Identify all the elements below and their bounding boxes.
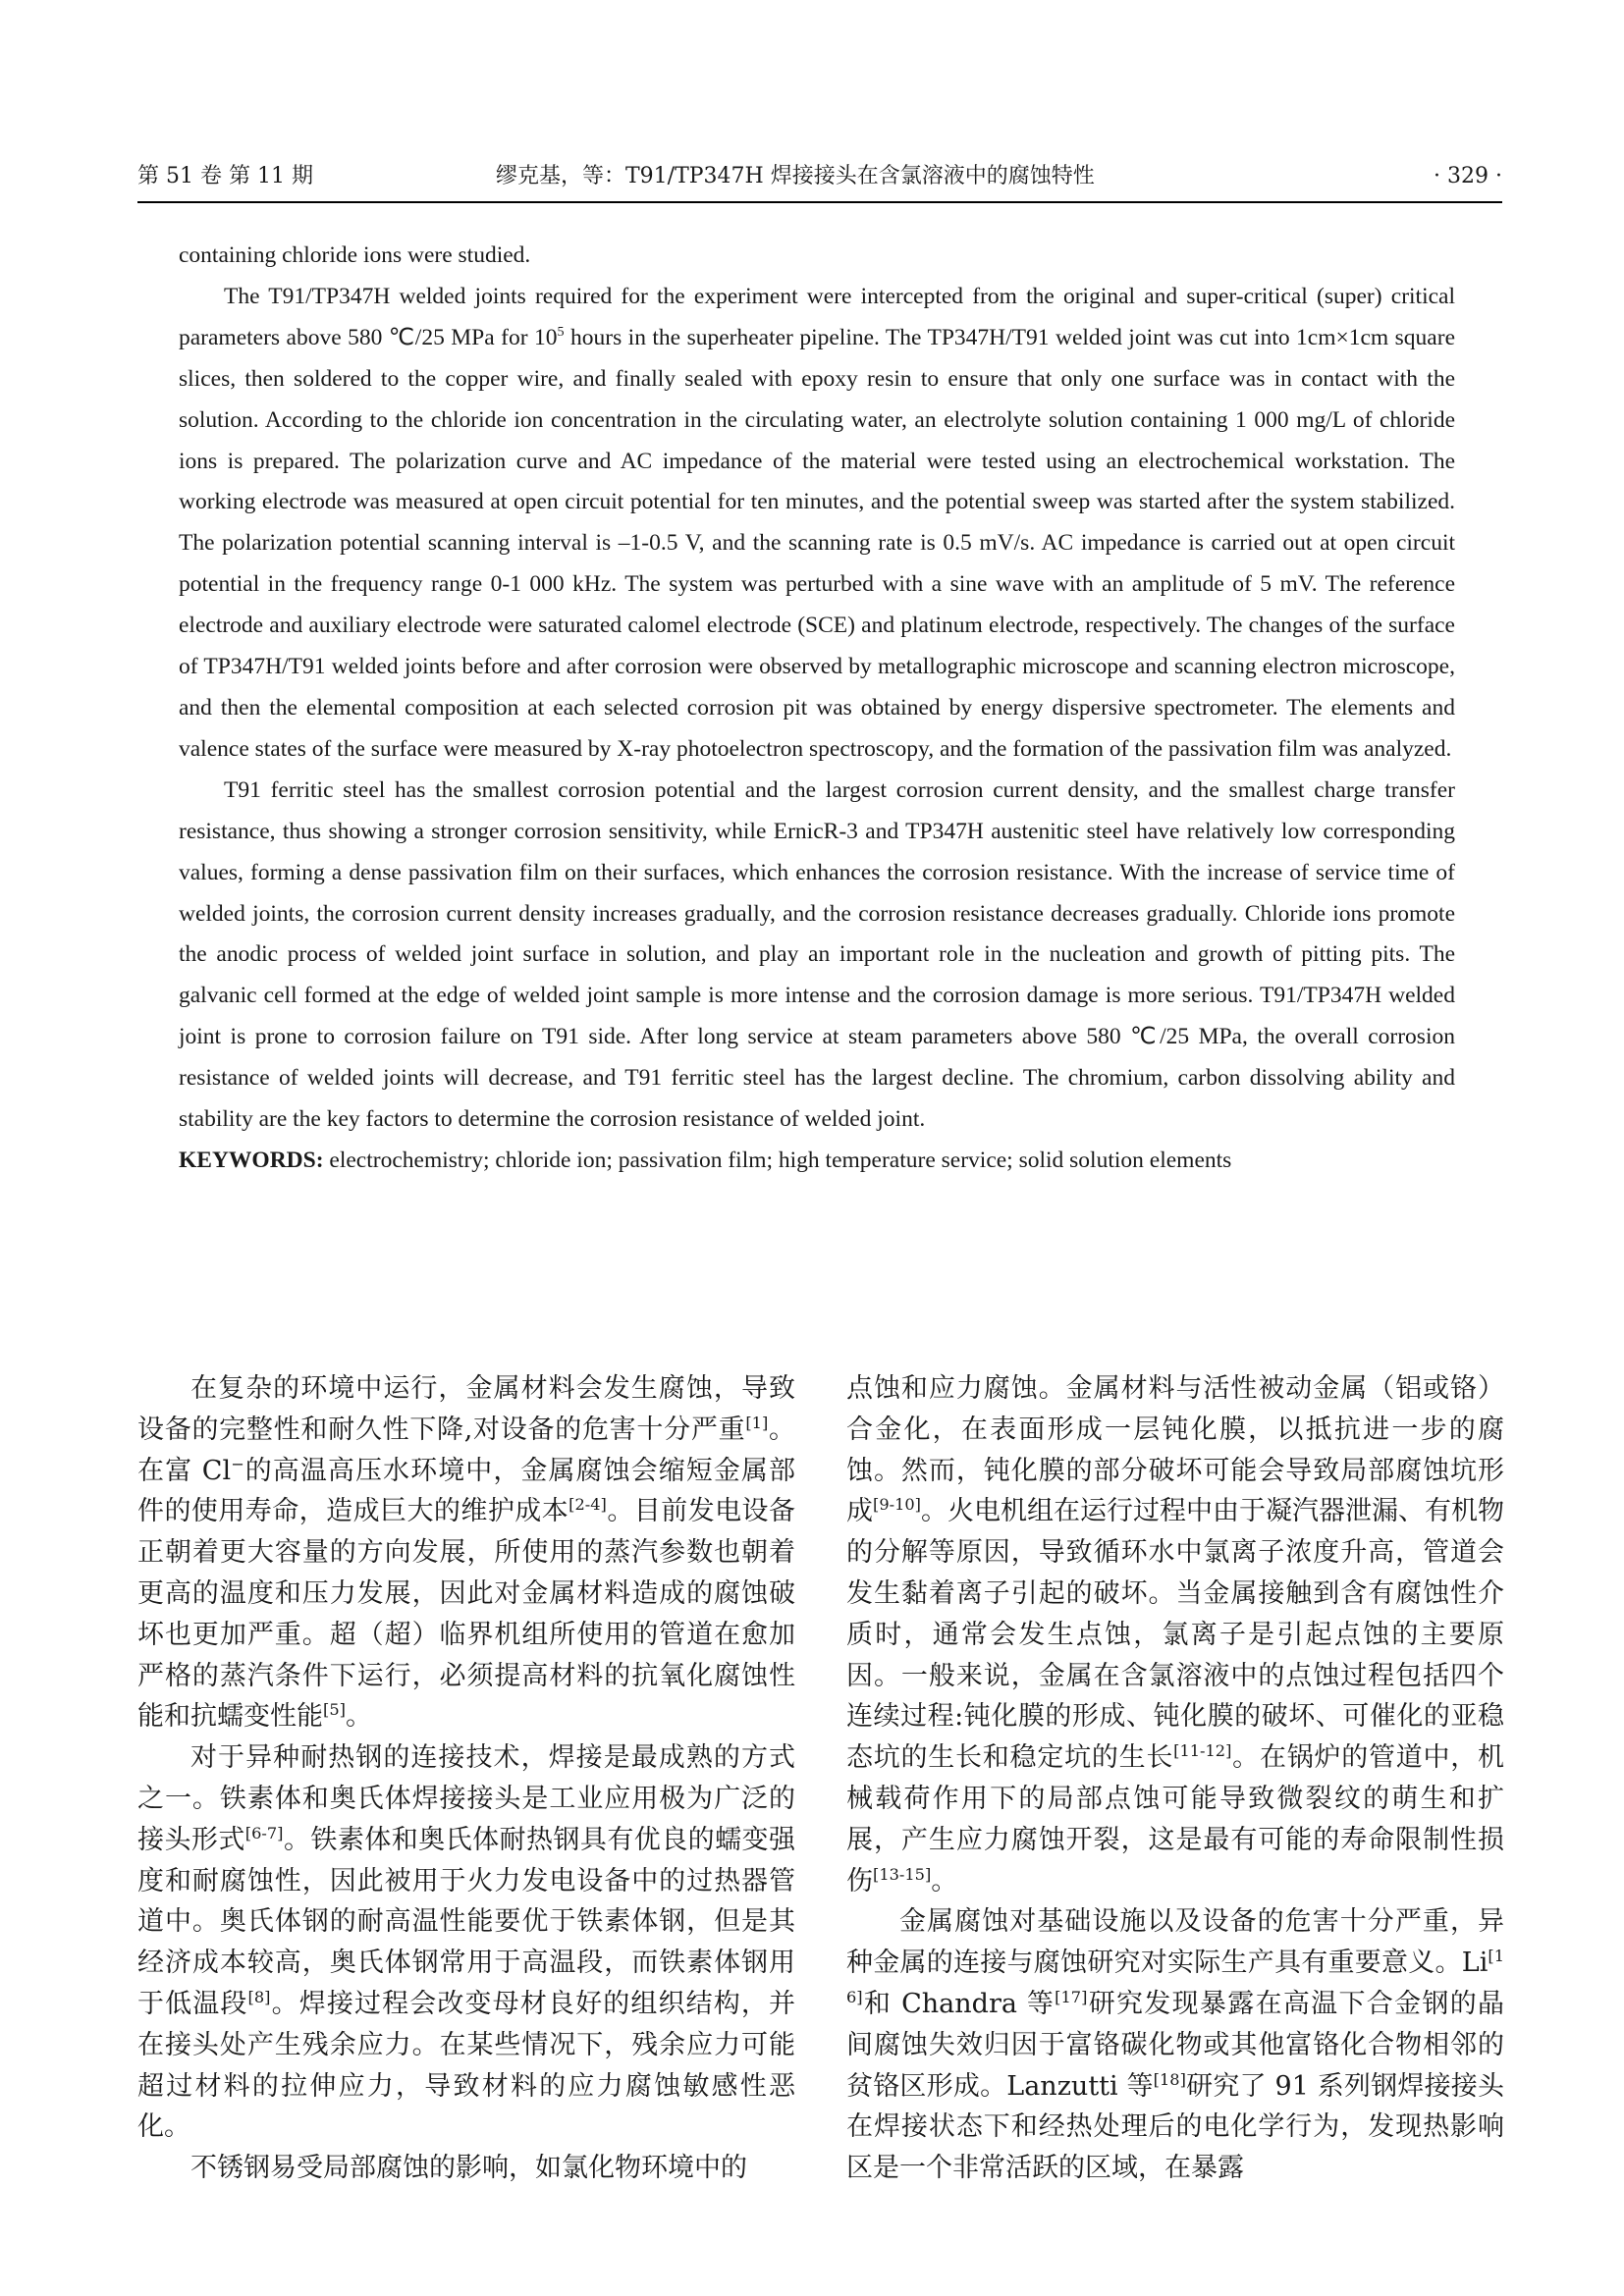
body-paragraph — [846, 1901, 1504, 2189]
abstract-text: T91 ferritic steel has the smallest corrosion potential and the largest corrosion current density, and the smallest charge transfer resistance, thus showing a stronger corrosion sensitivity, while ErnicR-3 and TP347H austenitic steel have relatively low corresponding values, forming a dense passivation film on their surfaces, which enhances the corrosion resistance. With the increase of service time of welded joints, the corrosion current density increases gradually, and the corrosion resistance decreases gradually. Chloride ions promote the anodic process of welded joint surface in solution, and play an important role in the nucleation and growth of pitting pits. The galvanic cell formed at the edge of welded joint sample is more intense and the corrosion damage is more serious. T91/TP347H welded joint is prone to corrosion failure on T91 side. After long service at steam parameters above 580 ℃/25 MPa, the overall corrosion resistance of welded joints will decrease, and T91 ferritic steel has the largest decline. The chromium, carbon dissolving ability and stability are the key factors to determine the corrosion resistance of welded joint. — [179, 776, 1455, 1133]
body-column-right — [846, 1368, 1504, 2189]
body-paragraph — [137, 2148, 795, 2189]
abstract-paragraph — [179, 277, 1455, 771]
abstract-text: hours in the superheater pipeline. The TP347H/T91 welded joint was cut into 1cm×1cm square slices, then soldered to the copper wire, and finally sealed with epoxy resin to ensure that only one surface was in contact with the solution. According to the chloride ion concentration in the circulating water, an electrolyte solution containing 1 000 mg/L of chloride ions is prepared. The polarization curve and AC impedance of the material were tested using an electrochemical workstation. The working electrode was measured at open circuit potential for ten minutes, and the potential sweep was started after the system stabilized. The polarization potential scanning interval is –1-0.5 V, and the scanning rate is 0.5 mV/s. AC impedance is carried out at open circuit potential in the frequency range 0-1 000 kHz. The system was perturbed with a sine wave with an amplitude of 5 mV. The reference electrode and auxiliary electrode were saturated calomel electrode (SCE) and platinum electrode, respectively. The changes of the surface of TP347H/T91 welded joints before and after corrosion were observed by metallographic microscope and scanning electron microscope, and then the elemental composition at each selected corrosion pit was obtained by energy dispersive spectrometer. The elements and valence states of the surface were measured by X-ray photoelectron spectroscopy, and the formation of the passivation film was analyzed. — [179, 324, 1455, 762]
abstract-text: containing chloride ions were studied. — [179, 242, 531, 268]
body-text: 研究了 91 系列钢焊接接头在焊接状态下和经热处理后的电化学行为，发现热影响区是一个非常活跃的区域，在暴露 — [846, 2070, 1504, 2184]
body-text: 和 Chandra 等 — [862, 1988, 1056, 2019]
citation: [11-12] — [1173, 1741, 1232, 1761]
citation: [8] — [247, 1987, 271, 2006]
body-text: 。焊接过程会改变母材良好的组织结构，并在接头处产生残余应力。在某些情况下，残余应力可能超过材料的拉伸应力，导致材料的应力腐蚀敏感性恶化。 — [137, 1988, 796, 2143]
citation: [1] — [745, 1413, 769, 1432]
page-number: · 329 · — [1434, 164, 1502, 188]
citation: [18] — [1153, 2069, 1186, 2089]
body-text: 对于异种耐热钢的连接技术，焊接是最成熟的方式之一。铁素体和奥氏体焊接接头是工业应用极为广泛的接头形式 — [137, 1742, 795, 1855]
body-text: 点蚀和应力腐蚀。金属材料与活性被动金属（铝或铬）合金化，在表面形成一层钝化膜，以抵抗进一步的腐蚀。然而，钝化膜的部分破坏可能会导致局部腐蚀坑形成 — [846, 1373, 1504, 1527]
citation: [13-15] — [873, 1864, 932, 1884]
citation: [2-4] — [568, 1495, 607, 1515]
body-column-left — [137, 1368, 795, 2189]
body-paragraph — [137, 1368, 795, 1737]
body-text: 。在锅炉的管道中，机械载荷作用下的局部点蚀可能导致微裂纹的萌生和扩展，产生应力腐蚀开裂，这是最有可能的寿命限制性损伤 — [846, 1742, 1505, 1896]
body-text: 。 — [345, 1701, 372, 1733]
body-text: 。目前发电设备正朝着更大容量的方向发展，所使用的蒸汽参数也朝着更高的温度和压力发展，因此对金属材料造成的腐蚀破坏也更加严重。超（超）临界机组所使用的管道在愈加严格的蒸汽条件下运行，必须提高材料的抗氧化腐蚀性能和抗蠕变性能 — [137, 1496, 796, 1733]
body-text: 。在富 Cl — [137, 1414, 795, 1486]
running-title: 缪克基，等：T91/TP347H 焊接接头在含氯溶液中的腐蚀特性 — [496, 164, 1095, 188]
abstract-paragraph — [179, 771, 1455, 1141]
abstract-paragraph — [179, 236, 1455, 277]
body-text: 研究发现暴露在高温下合金钢的晶间腐蚀失效归因于富铬碳化物或其他富铬化合物相邻的贫铬区形成。Lanzutti 等 — [846, 1988, 1504, 2102]
citation: [9-10] — [873, 1495, 921, 1515]
body-text: 不锈钢易受局部腐蚀的影响，如氯化物环境中的 — [190, 2153, 747, 2184]
body-text: 的高温高压水环境中，金属腐蚀会缩短金属部件的使用寿命，造成巨大的维护成本 — [137, 1455, 795, 1527]
citation: [5] — [323, 1700, 346, 1720]
abstract-text: The T91/TP347H welded joints required for the experiment were intercepted from the original and super-critical (super) critical parameters above 580 ℃/25 MPa for 10 — [179, 283, 1455, 350]
keywords-text: electrochemistry; chloride ion; passivation film; high temperature service; solid solution elements — [323, 1147, 1232, 1173]
citation: [17] — [1055, 1987, 1088, 2006]
volume-issue: 第 51 卷 第 11 期 — [137, 164, 313, 188]
body-text: 。铁素体和奥氏体耐热钢具有优良的蠕变强度和耐腐蚀性，因此被用于火力发电设备中的过热器管道中。奥氏体钢的耐高温性能要优于铁素体钢，但是其经济成本较高，奥氏体钢常用于高温段，而铁素体钢用于低温段 — [137, 1824, 796, 2019]
header-rule — [137, 201, 1502, 203]
citation: [16] — [846, 1947, 1504, 2006]
body-text: 。火电机组在运行过程中由于凝汽器泄漏、有机物的分解等原因，导致循环水中氯离子浓度升高，管道会发生黏着离子引起的破坏。当金属接触到含有腐蚀性介质时，通常会发生点蚀，氯离子是引起点蚀的主要原因。一般来说，金属在含氯溶液中的点蚀过程包括四个连续过程:钝化膜的形成、钝化膜的破坏、可催化的亚稳态坑的生长和稳定坑的生长 — [846, 1496, 1504, 1774]
citation: [6-7] — [244, 1823, 284, 1842]
superscript: 5 — [557, 323, 565, 340]
body-text: 金属腐蚀对基础设施以及设备的危害十分严重，异种金属的连接与腐蚀研究对实际生产具有重要意义。Li — [846, 1906, 1504, 1979]
body-paragraph — [137, 1737, 795, 2148]
body-text: 在复杂的环境中运行，金属材料会发生腐蚀，导致设备的完整性和耐久性下降,对设备的危害十分严重 — [137, 1373, 795, 1445]
keywords — [179, 1141, 1455, 1182]
keywords-label: KEYWORDS: — [179, 1147, 324, 1173]
english-abstract — [179, 236, 1455, 1182]
body-paragraph — [846, 1368, 1504, 1901]
superscript: − — [231, 1454, 244, 1473]
running-header — [137, 157, 1502, 196]
body-text: 。 — [931, 1865, 958, 1896]
